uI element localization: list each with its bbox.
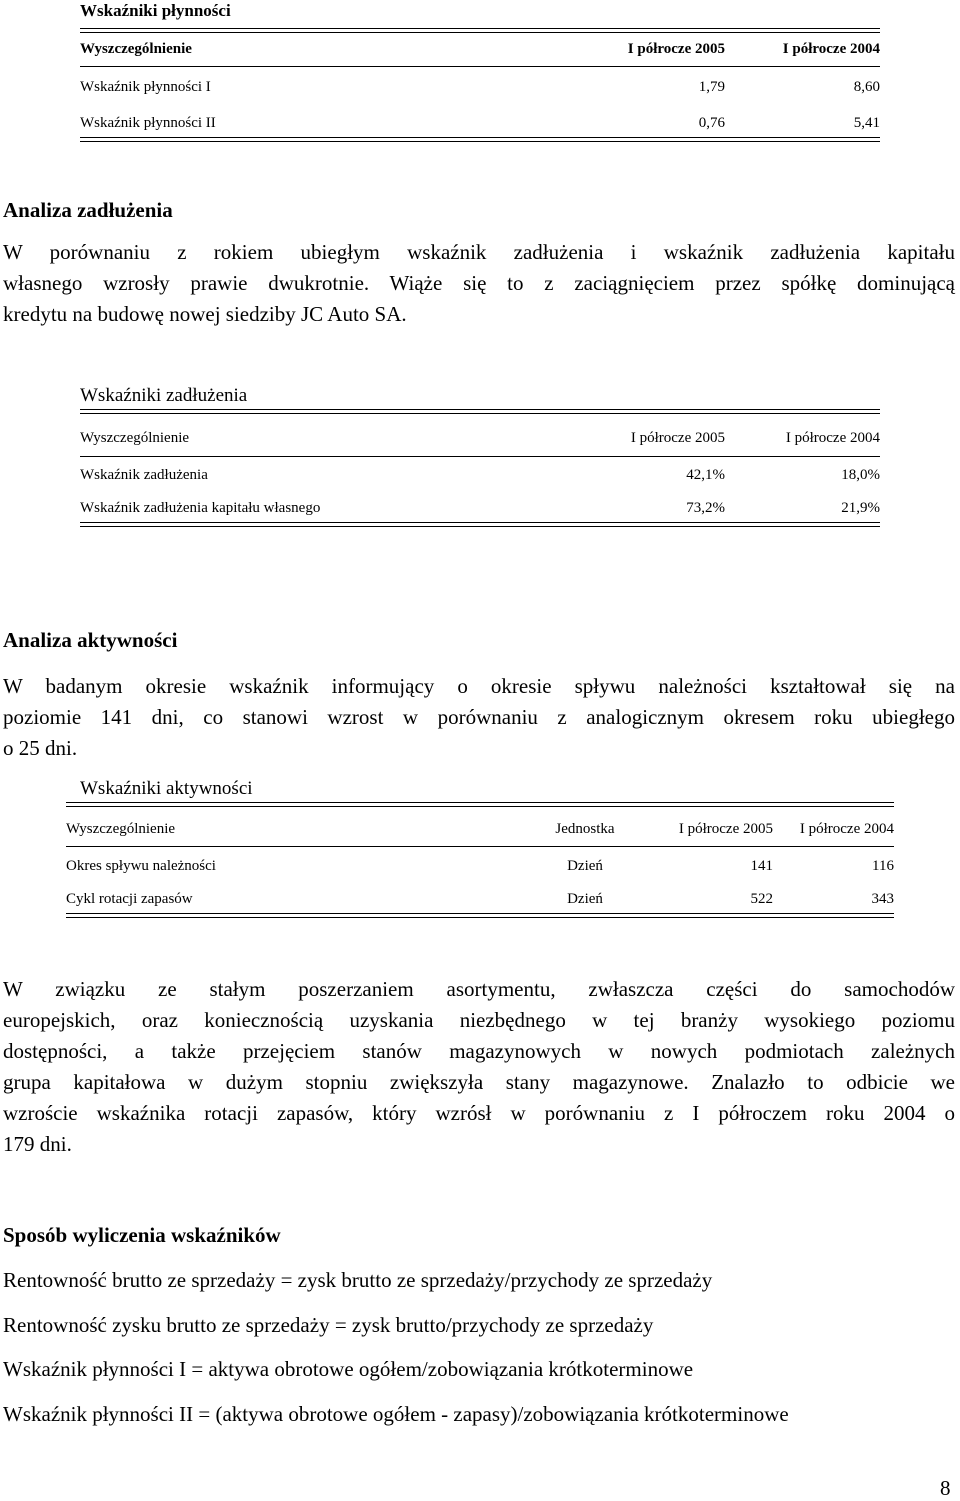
- liquidity-row2-2004: 5,41: [853, 115, 880, 131]
- debt-row2-2004: 21,9%: [841, 500, 880, 516]
- debt-top-rule: [80, 409, 880, 414]
- debt-row2-2005: 73,2%: [686, 500, 725, 516]
- activity-row1-2004: 116: [872, 858, 894, 874]
- liquidity-header-col3: I półrocze 2004: [782, 41, 880, 57]
- debt-analysis-line-2: własnego wzrosły prawie dwukrotnie. Wiąże się to z zaciągnięciem przez spółkę dominującą: [3, 271, 955, 295]
- liquidity-header-col2: I półrocze 2005: [627, 41, 725, 57]
- formula-liquidity-ii: Wskaźnik płynności II = (aktywa obrotowe ogółem - zapasy)/zobowiązania krótkoterminowe: [3, 1402, 789, 1426]
- debt-analysis-line-3: kredytu na budowę nowej siedziby JC Auto SA.: [3, 302, 407, 326]
- activity-row2-unit: Dzień: [567, 891, 603, 907]
- liquidity-table-title: Wskaźniki płynności: [80, 1, 231, 20]
- liquidity-row2-2005: 0,76: [698, 115, 725, 131]
- debt-analysis-line-1: W porównaniu z rokiem ubiegłym wskaźnik zadłużenia i wskaźnik zadłużenia kapitału: [3, 240, 955, 264]
- activity-row2-2005: 522: [750, 891, 773, 907]
- debt-table-title: Wskaźniki zadłużenia: [80, 385, 248, 406]
- liquidity-header-col1: Wyszczególnienie: [80, 41, 192, 57]
- activity-row2-2004: 343: [871, 891, 894, 907]
- activity-header-col4: I półrocze 2004: [799, 821, 894, 837]
- inventory-line-5: wzroście wskaźnika rotacji zapasów, który wzrósł w porównaniu z I półroczem roku 2004 o: [3, 1101, 955, 1125]
- liquidity-top-rule: [80, 28, 880, 33]
- debt-row2-label: Wskaźnik zadłużenia kapitału własnego: [80, 500, 321, 516]
- activity-header-col1: Wyszczególnienie: [66, 821, 176, 837]
- debt-row1-2005: 42,1%: [686, 467, 725, 483]
- debt-bottom-rule: [80, 522, 880, 527]
- methods-heading: Sposób wyliczenia wskaźników: [3, 1223, 281, 1247]
- inventory-line-3: dostępności, a także przejęciem stanów magazynowych w nowych podmiotach zależnych: [3, 1039, 955, 1063]
- activity-header-col3: I półrocze 2005: [678, 821, 773, 837]
- activity-analysis-heading: Analiza aktywności: [3, 628, 178, 652]
- debt-header-col1: Wyszczególnienie: [80, 430, 190, 446]
- debt-analysis-heading: Analiza zadłużenia: [3, 198, 173, 222]
- inventory-line-4: grupa kapitałowa w dużym stopniu zwiększyła stany magazynowe. Znalazło to odbicie we: [3, 1070, 955, 1094]
- liquidity-row1-label: Wskaźnik płynności I: [80, 79, 211, 95]
- activity-header-rule: [66, 846, 894, 847]
- formula-gross-profit-margin: Rentowność zysku brutto ze sprzedaży = zysk brutto/przychody ze sprzedaży: [3, 1313, 654, 1337]
- formula-liquidity-i: Wskaźnik płynności I = aktywa obrotowe ogółem/zobowiązania krótkoterminowe: [3, 1357, 694, 1381]
- activity-top-rule: [66, 802, 894, 807]
- activity-header-col2: Jednostka: [555, 821, 615, 837]
- debt-header-col2: I półrocze 2005: [630, 430, 725, 446]
- activity-analysis-line-1: W badanym okresie wskaźnik informujący o okresie spływu należności kształtował się na: [3, 674, 955, 698]
- liquidity-row1-2005: 1,79: [698, 79, 725, 95]
- page-number: 8: [940, 1476, 951, 1500]
- activity-row1-2005: 141: [750, 858, 773, 874]
- activity-bottom-rule: [66, 913, 894, 918]
- activity-row2-label: Cykl rotacji zapasów: [66, 891, 193, 907]
- debt-row1-2004: 18,0%: [841, 467, 880, 483]
- debt-row1-label: Wskaźnik zadłużenia: [80, 467, 208, 483]
- debt-header-col3: I półrocze 2004: [785, 430, 880, 446]
- activity-row1-unit: Dzień: [567, 858, 603, 874]
- inventory-line-6: 179 dni.: [3, 1132, 72, 1156]
- inventory-line-1: W związku ze stałym poszerzaniem asortymentu, zwłaszcza części do samochodów: [3, 977, 955, 1001]
- liquidity-row1-2004: 8,60: [853, 79, 880, 95]
- liquidity-bottom-rule: [80, 137, 880, 142]
- activity-table-title: Wskaźniki aktywności: [80, 778, 253, 799]
- inventory-line-2: europejskich, oraz koniecznością uzyskania niezbędnego w tej branży wysokiego poziomu: [3, 1008, 955, 1032]
- activity-analysis-line-3: o 25 dni.: [3, 736, 78, 760]
- activity-row1-label: Okres spływu należności: [66, 858, 216, 874]
- debt-header-rule: [80, 456, 880, 457]
- liquidity-header-rule: [80, 66, 880, 67]
- activity-analysis-line-2: poziomie 141 dni, co stanowi wzrost w porównaniu z analogicznym okresem roku ubiegłego: [3, 705, 955, 729]
- formula-gross-sales-margin: Rentowność brutto ze sprzedaży = zysk brutto ze sprzedaży/przychody ze sprzedaży: [3, 1268, 713, 1292]
- liquidity-row2-label: Wskaźnik płynności II: [80, 115, 216, 131]
